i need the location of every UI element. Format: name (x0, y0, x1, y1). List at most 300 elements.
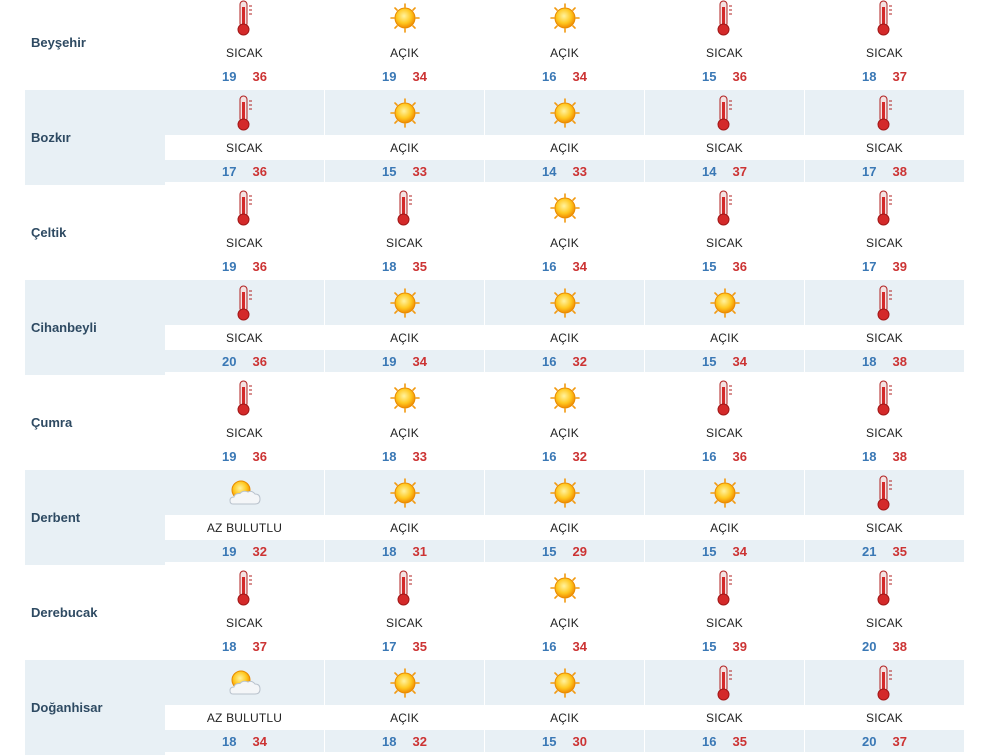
max-temperature: 32 (572, 353, 587, 369)
condition-text: SICAK (705, 615, 743, 630)
max-temperature: 33 (572, 163, 587, 179)
weather-icon-band (325, 470, 484, 515)
day-forecast-cell (165, 470, 324, 565)
city-name[interactable]: Bozkır (25, 90, 165, 185)
temperature-band (165, 445, 324, 467)
weather-icon-band (485, 185, 644, 230)
min-temperature: 15 (542, 543, 557, 559)
city-row (25, 185, 965, 280)
weather-icon-band (645, 280, 804, 325)
max-temperature: 34 (412, 353, 427, 369)
max-temperature: 36 (732, 448, 747, 464)
condition-text: SICAK (865, 520, 903, 535)
day-forecast-cell (165, 660, 324, 755)
condition-text: SICAK (705, 425, 743, 440)
condition-text: SICAK (385, 615, 423, 630)
city-row (25, 90, 965, 185)
min-temperature: 19 (222, 258, 237, 274)
weather-icon-band (325, 185, 484, 230)
day-forecast-cell (645, 0, 804, 90)
sun-icon (550, 383, 580, 413)
day-forecast-cell (485, 185, 644, 280)
day-forecast-cell (485, 660, 644, 755)
day-forecast-cell (325, 470, 484, 565)
weather-icon-band (805, 185, 964, 230)
temperature-band (325, 445, 484, 467)
sun-icon (550, 573, 580, 603)
temperature-band (325, 730, 484, 752)
weather-icon-band (805, 90, 964, 135)
condition-text: AZ BULUTLU (206, 520, 283, 535)
thermometer-icon (234, 94, 256, 132)
max-temperature: 33 (412, 448, 427, 464)
thermometer-icon (234, 284, 256, 322)
weather-icon-band (325, 90, 484, 135)
min-temperature: 18 (862, 68, 877, 84)
min-temperature: 14 (702, 163, 717, 179)
thermometer-icon (874, 0, 896, 37)
day-forecast-cell (325, 565, 484, 660)
max-temperature: 38 (892, 448, 907, 464)
min-temperature: 21 (862, 543, 877, 559)
max-temperature: 37 (892, 733, 907, 749)
day-forecast-cell (485, 565, 644, 660)
weather-icon-band (645, 470, 804, 515)
temperature-band (645, 730, 804, 752)
max-temperature: 34 (412, 68, 427, 84)
day-forecast-cell (485, 0, 644, 90)
min-temperature: 15 (702, 543, 717, 559)
city-row (25, 375, 965, 470)
condition-text: AÇIK (390, 330, 419, 345)
max-temperature: 39 (732, 638, 747, 654)
min-temperature: 18 (862, 448, 877, 464)
day-forecast-cell (805, 565, 964, 660)
min-temperature: 16 (542, 258, 557, 274)
day-forecast-cell (325, 660, 484, 755)
day-forecast-cell (805, 0, 964, 90)
day-forecasts (165, 565, 965, 660)
condition-text: SICAK (705, 710, 743, 725)
temperature-band (805, 635, 964, 657)
temperature-band (645, 445, 804, 467)
condition-text: AÇIK (390, 425, 419, 440)
temperature-band (165, 540, 324, 562)
condition-text: AÇIK (550, 45, 579, 60)
condition-text: SICAK (225, 235, 263, 250)
condition-text: SICAK (865, 330, 903, 345)
condition-text: AÇIK (550, 140, 579, 155)
min-temperature: 18 (382, 448, 397, 464)
thermometer-icon (874, 474, 896, 512)
temperature-band (165, 635, 324, 657)
min-temperature: 14 (542, 163, 557, 179)
min-temperature: 15 (702, 638, 717, 654)
sun-icon (550, 478, 580, 508)
temperature-band (485, 350, 644, 372)
day-forecast-cell (165, 90, 324, 185)
thermometer-icon (234, 0, 256, 37)
max-temperature: 33 (412, 163, 427, 179)
day-forecast-cell (325, 0, 484, 90)
condition-text: SICAK (865, 615, 903, 630)
day-forecasts (165, 280, 965, 375)
day-forecast-cell (805, 90, 964, 185)
condition-text: AÇIK (550, 520, 579, 535)
weather-icon-band (165, 565, 324, 610)
max-temperature: 34 (732, 543, 747, 559)
max-temperature: 37 (252, 638, 267, 654)
day-forecast-cell (165, 280, 324, 375)
thermometer-icon (394, 569, 416, 607)
sun-icon (550, 3, 580, 33)
min-temperature: 19 (222, 448, 237, 464)
thermometer-icon (234, 569, 256, 607)
condition-text: AÇIK (550, 710, 579, 725)
weather-icon-band (165, 90, 324, 135)
max-temperature: 31 (412, 543, 427, 559)
min-temperature: 19 (222, 543, 237, 559)
min-temperature: 15 (702, 258, 717, 274)
temperature-band (645, 255, 804, 277)
weather-icon-band (805, 660, 964, 705)
weather-icon-band (485, 280, 644, 325)
min-temperature: 17 (862, 258, 877, 274)
condition-text: SICAK (705, 45, 743, 60)
day-forecast-cell (165, 185, 324, 280)
temperature-band (165, 730, 324, 752)
condition-text: AÇIK (550, 235, 579, 250)
day-forecast-cell (645, 375, 804, 470)
city-name[interactable]: Doğanhisar (25, 660, 165, 755)
temperature-band (165, 255, 324, 277)
condition-text: SICAK (225, 615, 263, 630)
day-forecasts (165, 0, 965, 90)
min-temperature: 19 (222, 68, 237, 84)
condition-text: SICAK (705, 235, 743, 250)
weather-icon-band (165, 470, 324, 515)
temperature-band (485, 730, 644, 752)
weather-icon-band (485, 375, 644, 420)
day-forecast-cell (485, 280, 644, 375)
temperature-band (645, 160, 804, 182)
condition-text: SICAK (865, 235, 903, 250)
weather-icon-band (805, 0, 964, 40)
temperature-band (805, 445, 964, 467)
condition-text: SICAK (225, 45, 263, 60)
temperature-band (325, 255, 484, 277)
min-temperature: 17 (222, 163, 237, 179)
temperature-band (325, 635, 484, 657)
day-forecast-cell (645, 565, 804, 660)
day-forecast-cell (645, 280, 804, 375)
day-forecast-cell (165, 565, 324, 660)
max-temperature: 36 (252, 353, 267, 369)
temperature-band (485, 445, 644, 467)
day-forecasts (165, 660, 965, 755)
temperature-band (645, 540, 804, 562)
weather-icon-band (645, 565, 804, 610)
weather-icon-band (485, 470, 644, 515)
min-temperature: 20 (862, 733, 877, 749)
day-forecast-cell (485, 470, 644, 565)
thermometer-icon (234, 189, 256, 227)
condition-text: SICAK (225, 140, 263, 155)
min-temperature: 19 (382, 68, 397, 84)
min-temperature: 15 (382, 163, 397, 179)
thermometer-icon (874, 94, 896, 132)
city-row (25, 280, 965, 375)
day-forecasts (165, 470, 965, 565)
day-forecast-cell (165, 0, 324, 90)
partly-cloudy-icon (227, 668, 263, 698)
condition-text: SICAK (225, 330, 263, 345)
day-forecast-cell (485, 90, 644, 185)
temperature-band (165, 350, 324, 372)
sun-icon (710, 288, 740, 318)
weather-icon-band (645, 0, 804, 40)
sun-icon (710, 478, 740, 508)
temperature-band (805, 160, 964, 182)
day-forecasts (165, 90, 965, 185)
weather-icon-band (645, 375, 804, 420)
sun-icon (390, 98, 420, 128)
city-row (25, 660, 965, 755)
condition-text: SICAK (865, 140, 903, 155)
day-forecast-cell (645, 90, 804, 185)
weather-icon-band (805, 470, 964, 515)
condition-text: AÇIK (550, 425, 579, 440)
condition-text: AÇIK (710, 520, 739, 535)
thermometer-icon (874, 379, 896, 417)
temperature-band (645, 635, 804, 657)
condition-text: SICAK (865, 425, 903, 440)
max-temperature: 37 (892, 68, 907, 84)
day-forecast-cell (165, 375, 324, 470)
min-temperature: 16 (542, 68, 557, 84)
city-name[interactable]: Çumra (31, 415, 73, 430)
condition-text: AÇIK (550, 615, 579, 630)
weather-icon-band (805, 280, 964, 325)
weather-icon-band (485, 660, 644, 705)
weather-icon-band (645, 185, 804, 230)
max-temperature: 37 (732, 163, 747, 179)
sun-icon (550, 288, 580, 318)
condition-text: AÇIK (390, 520, 419, 535)
sun-icon (390, 3, 420, 33)
min-temperature: 15 (702, 353, 717, 369)
min-temperature: 18 (382, 733, 397, 749)
sun-icon (390, 668, 420, 698)
city-name[interactable]: Beyşehir (31, 35, 86, 50)
day-forecast-cell (645, 660, 804, 755)
min-temperature: 17 (382, 638, 397, 654)
max-temperature: 38 (892, 638, 907, 654)
thermometer-icon (714, 569, 736, 607)
temperature-band (485, 65, 644, 87)
condition-text: SICAK (705, 140, 743, 155)
max-temperature: 38 (892, 353, 907, 369)
thermometer-icon (234, 379, 256, 417)
city-name[interactable]: Derbent (25, 470, 165, 565)
weather-icon-band (165, 660, 324, 705)
weather-icon-band (645, 660, 804, 705)
temperature-band (805, 540, 964, 562)
weather-icon-band (325, 375, 484, 420)
partly-cloudy-icon (227, 478, 263, 508)
condition-text: AÇIK (550, 330, 579, 345)
max-temperature: 36 (252, 448, 267, 464)
city-row (25, 565, 965, 660)
sun-icon (550, 193, 580, 223)
city-name[interactable]: Derebucak (31, 605, 98, 620)
thermometer-icon (714, 189, 736, 227)
max-temperature: 34 (732, 353, 747, 369)
temperature-band (485, 255, 644, 277)
temperature-band (165, 160, 324, 182)
day-forecast-cell (805, 470, 964, 565)
weather-icon-band (485, 0, 644, 40)
min-temperature: 18 (862, 353, 877, 369)
temperature-band (805, 730, 964, 752)
min-temperature: 16 (542, 448, 557, 464)
max-temperature: 32 (252, 543, 267, 559)
max-temperature: 35 (412, 638, 427, 654)
min-temperature: 18 (382, 543, 397, 559)
thermometer-icon (874, 284, 896, 322)
temperature-band (485, 160, 644, 182)
min-temperature: 18 (222, 733, 237, 749)
max-temperature: 35 (732, 733, 747, 749)
thermometer-icon (714, 379, 736, 417)
min-temperature: 18 (222, 638, 237, 654)
max-temperature: 36 (252, 163, 267, 179)
thermometer-icon (714, 94, 736, 132)
max-temperature: 32 (412, 733, 427, 749)
temperature-band (325, 540, 484, 562)
condition-text: SICAK (865, 45, 903, 60)
temperature-band (165, 65, 324, 87)
temperature-band (485, 540, 644, 562)
temperature-band (645, 65, 804, 87)
day-forecasts (165, 185, 965, 280)
max-temperature: 34 (572, 258, 587, 274)
weather-icon-band (165, 280, 324, 325)
min-temperature: 20 (862, 638, 877, 654)
thermometer-icon (874, 569, 896, 607)
city-name[interactable]: Çeltik (31, 225, 67, 240)
temperature-band (645, 350, 804, 372)
weather-icon-band (325, 660, 484, 705)
sun-icon (390, 478, 420, 508)
min-temperature: 17 (862, 163, 877, 179)
max-temperature: 36 (732, 68, 747, 84)
day-forecast-cell (325, 185, 484, 280)
day-forecast-cell (805, 185, 964, 280)
condition-text: AÇIK (390, 710, 419, 725)
max-temperature: 36 (732, 258, 747, 274)
temperature-band (485, 635, 644, 657)
min-temperature: 16 (702, 733, 717, 749)
max-temperature: 35 (892, 543, 907, 559)
day-forecast-cell (325, 375, 484, 470)
weather-icon-band (325, 280, 484, 325)
max-temperature: 30 (572, 733, 587, 749)
temperature-band (325, 350, 484, 372)
condition-text: SICAK (865, 710, 903, 725)
max-temperature: 34 (252, 733, 267, 749)
sun-icon (550, 98, 580, 128)
day-forecast-cell (805, 660, 964, 755)
thermometer-icon (874, 664, 896, 702)
city-row (25, 470, 965, 565)
thermometer-icon (874, 189, 896, 227)
temperature-band (325, 65, 484, 87)
condition-text: AÇIK (390, 45, 419, 60)
weather-icon-band (805, 375, 964, 420)
weather-icon-band (805, 565, 964, 610)
max-temperature: 36 (252, 258, 267, 274)
sun-icon (390, 383, 420, 413)
weather-icon-band (645, 90, 804, 135)
max-temperature: 29 (572, 543, 587, 559)
weather-icon-band (165, 185, 324, 230)
max-temperature: 34 (572, 638, 587, 654)
temperature-band (805, 255, 964, 277)
max-temperature: 35 (412, 258, 427, 274)
min-temperature: 16 (702, 448, 717, 464)
min-temperature: 16 (542, 638, 557, 654)
city-row (25, 0, 965, 90)
day-forecast-cell (645, 470, 804, 565)
temperature-band (325, 160, 484, 182)
weather-icon-band (165, 0, 324, 40)
weather-icon-band (485, 90, 644, 135)
min-temperature: 18 (382, 258, 397, 274)
max-temperature: 36 (252, 68, 267, 84)
day-forecast-cell (645, 185, 804, 280)
min-temperature: 20 (222, 353, 237, 369)
min-temperature: 15 (542, 733, 557, 749)
day-forecast-cell (485, 375, 644, 470)
condition-text: SICAK (225, 425, 263, 440)
min-temperature: 15 (702, 68, 717, 84)
temperature-band (805, 65, 964, 87)
max-temperature: 38 (892, 163, 907, 179)
forecast-table (25, 0, 965, 755)
weather-icon-band (165, 375, 324, 420)
day-forecasts (165, 375, 965, 470)
condition-text: AÇIK (710, 330, 739, 345)
sun-icon (550, 668, 580, 698)
thermometer-icon (714, 0, 736, 37)
thermometer-icon (394, 189, 416, 227)
max-temperature: 34 (572, 68, 587, 84)
thermometer-icon (714, 664, 736, 702)
max-temperature: 32 (572, 448, 587, 464)
weather-icon-band (485, 565, 644, 610)
temperature-band (805, 350, 964, 372)
day-forecast-cell (805, 375, 964, 470)
condition-text: SICAK (385, 235, 423, 250)
day-forecast-cell (325, 90, 484, 185)
day-forecast-cell (805, 280, 964, 375)
city-name[interactable]: Cihanbeyli (25, 280, 165, 375)
sun-icon (390, 288, 420, 318)
weather-icon-band (325, 0, 484, 40)
min-temperature: 16 (542, 353, 557, 369)
day-forecast-cell (325, 280, 484, 375)
